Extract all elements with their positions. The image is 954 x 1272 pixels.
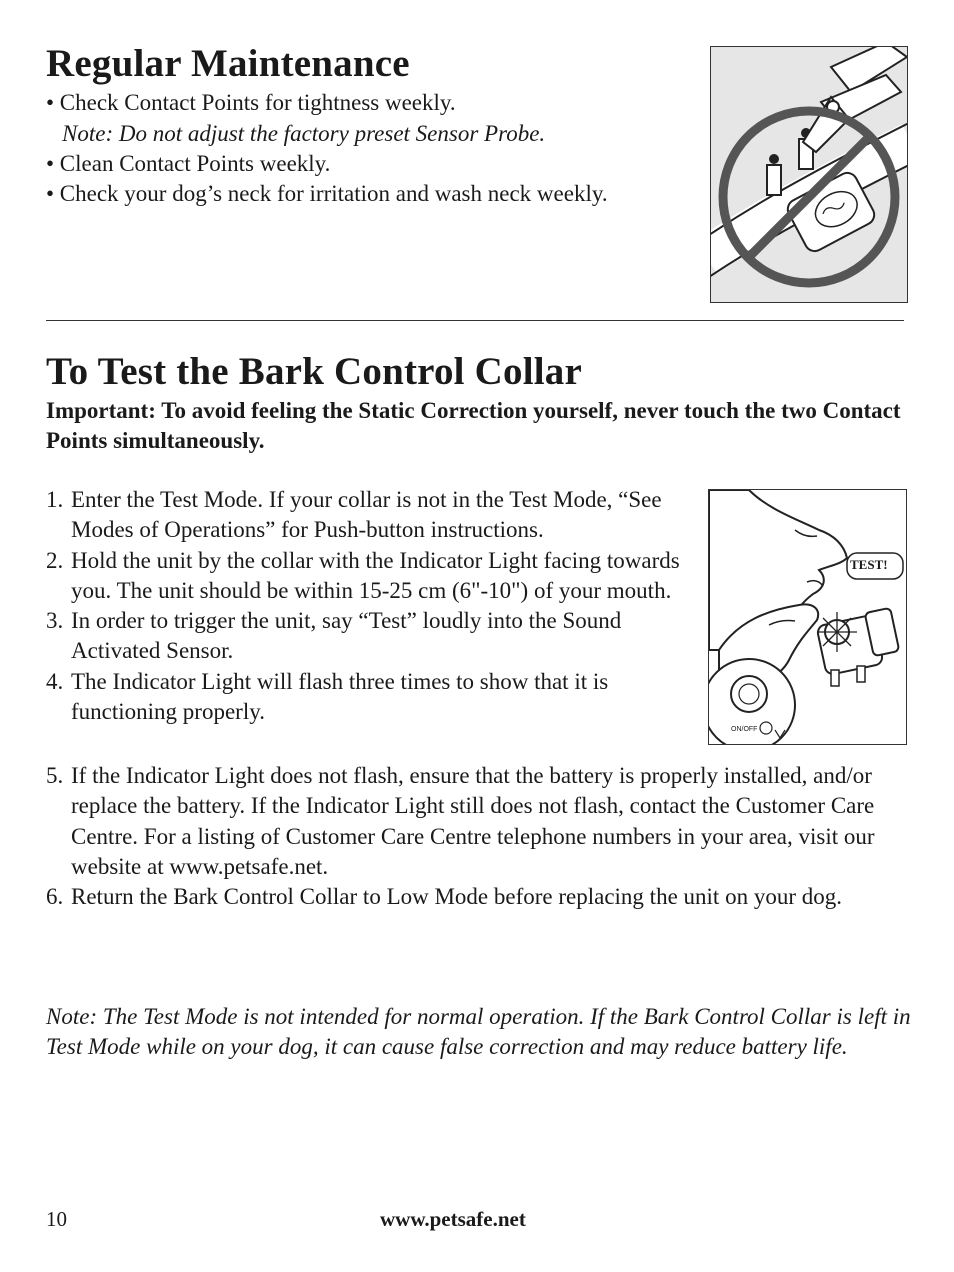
section-divider <box>46 320 904 321</box>
maintenance-item-1: • Check Contact Points for tightness weekly. <box>46 90 456 115</box>
maintenance-note: Note: Do not adjust the factory preset Sensor Probe. <box>62 121 546 146</box>
footer-website: www.petsafe.net <box>380 1207 526 1231</box>
test-step: 2. Hold the unit by the collar with the Indicator Light facing towards you. The unit should be within 15-25 cm (6"-10") of your mouth. <box>46 547 680 603</box>
test-step: 5. If the Indicator Light does not flash, ensure that the battery is properly installed, and/or replace the battery. If the Indicator Light still does not flash, contact the Customer Care Centre. For a listing of Customer Care Centre telephone numbers in your area, visit our website at www.petsafe.net. <box>46 763 875 879</box>
test-step: 3. In order to trigger the unit, say “Test” loudly into the Sound Activated Sensor. <box>46 608 622 664</box>
maintenance-item-2: • Clean Contact Points weekly. <box>46 151 331 176</box>
test-steps-top <box>46 485 706 727</box>
test-step: 6. Return the Bark Control Collar to Low Mode before replacing the unit on your dog. <box>46 884 842 910</box>
test-illustration <box>708 489 907 745</box>
important-warning: Important: To avoid feeling the Static Correction yourself, never touch the two Contact Points simultaneously. <box>46 398 901 453</box>
no-pliers-illustration <box>710 46 908 303</box>
pliers-prohibited-icon <box>711 47 907 302</box>
test-mode-note: Note: The Test Mode is not intended for normal operation. If the Bark Control Collar is left in Test Mode while on your dog, it can cause false correction and may reduce battery life. <box>46 1004 911 1060</box>
test-title: To Test the Bark Control Collar <box>46 350 583 393</box>
page-number: 10 <box>46 1207 67 1231</box>
test-scene-icon <box>709 490 906 744</box>
speech-bubble-label: TEST! <box>850 557 888 572</box>
test-step: 1. Enter the Test Mode. If your collar is not in the Test Mode, “See Modes of Operations” for Push-button instructions. <box>46 487 662 543</box>
maintenance-title: Regular Maintenance <box>46 42 410 85</box>
test-steps-bottom <box>46 761 906 912</box>
maintenance-item-3: • Check your dog’s neck for irritation and wash neck weekly. <box>46 181 608 206</box>
on-off-label: ON/OFF <box>731 726 758 733</box>
test-step: 4. The Indicator Light will flash three times to show that it is functioning properly. <box>46 668 609 725</box>
